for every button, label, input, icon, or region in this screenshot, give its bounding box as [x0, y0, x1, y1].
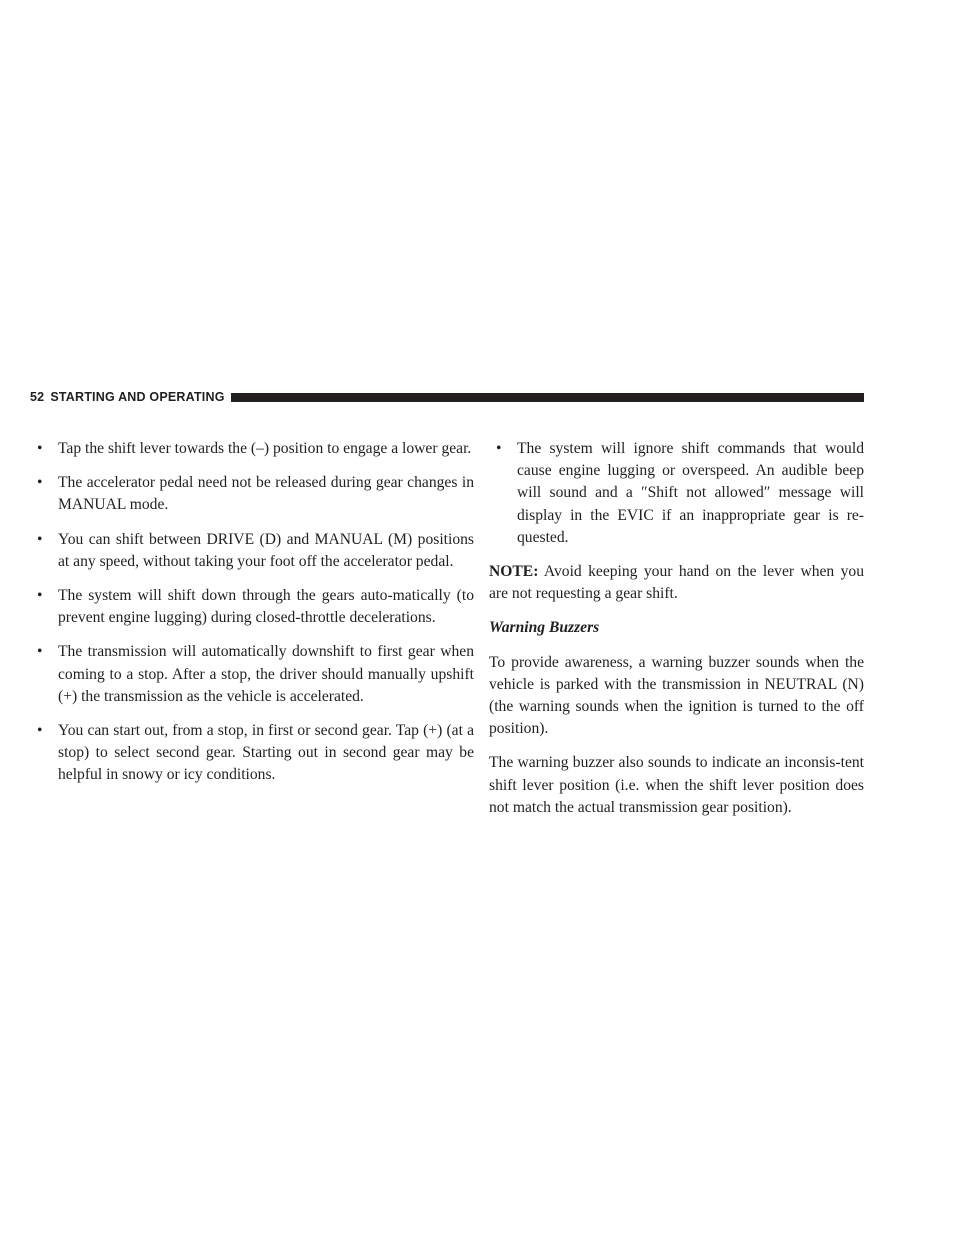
list-item-text: The system will shift down through the gears auto-matically (to prevent engine lugging) during closed-throttle decelerations.	[58, 587, 474, 627]
right-column	[489, 438, 864, 831]
page-header	[30, 389, 864, 405]
bullet-icon: •	[37, 474, 43, 492]
list-item-text: You can shift between DRIVE (D) and MANUAL (M) positions at any speed, without taking your foot off the accelerator pedal.	[58, 530, 474, 570]
list-item	[30, 529, 474, 573]
bullet-icon: •	[37, 440, 43, 457]
bullet-icon: •	[37, 587, 43, 605]
list-item	[30, 472, 474, 516]
note-text: Avoid keeping your hand on the lever when you are not requesting a gear shift.	[489, 563, 864, 603]
left-column	[30, 438, 474, 799]
bullet-icon: •	[37, 722, 43, 740]
bullet-icon: •	[496, 440, 502, 457]
section-title: STARTING AND OPERATING	[50, 390, 225, 404]
list-item	[30, 641, 474, 708]
list-item	[30, 720, 474, 787]
note-paragraph	[489, 561, 864, 605]
subheading: Warning Buzzers	[489, 619, 600, 637]
body-paragraph: To provide awareness, a warning buzzer sounds when the vehicle is parked with the transmission in NEUTRAL (N) (the warning sounds when the ignition is turned to the off position).	[489, 653, 864, 738]
body-paragraph: The warning buzzer also sounds to indicate an inconsis-tent shift lever position (i.e. when the shift lever position does not match the actual transmission gear position).	[489, 754, 864, 816]
header-rule	[231, 393, 864, 402]
list-item	[30, 585, 474, 629]
bullet-icon: •	[37, 643, 43, 661]
list-item	[489, 438, 864, 549]
page-number: 52	[30, 390, 45, 404]
note-label: NOTE:	[489, 563, 539, 581]
list-item-text: The transmission will automatically downshift to first gear when coming to a stop. After a stop, the driver should manually upshift (+) the transmission as the vehicle is accelerated.	[58, 643, 474, 705]
list-item-text: The accelerator pedal need not be released during gear changes in MANUAL mode.	[58, 474, 474, 514]
list-item-text: You can start out, from a stop, in first or second gear. Tap (+) (at a stop) to select second gear. Starting out in second gear may be helpful in snowy or icy conditions.	[58, 722, 474, 784]
list-item-text: The system will ignore shift commands that would cause engine lugging or overspeed. An audible beep will sound and a ″Shift not allowed″ message will display in the EVIC if an inappropriate gear is re-quested.	[517, 440, 864, 546]
list-item	[30, 438, 474, 460]
list-item-text: Tap the shift lever towards the (–) position to engage a lower gear.	[58, 440, 472, 457]
bullet-icon: •	[37, 530, 43, 548]
